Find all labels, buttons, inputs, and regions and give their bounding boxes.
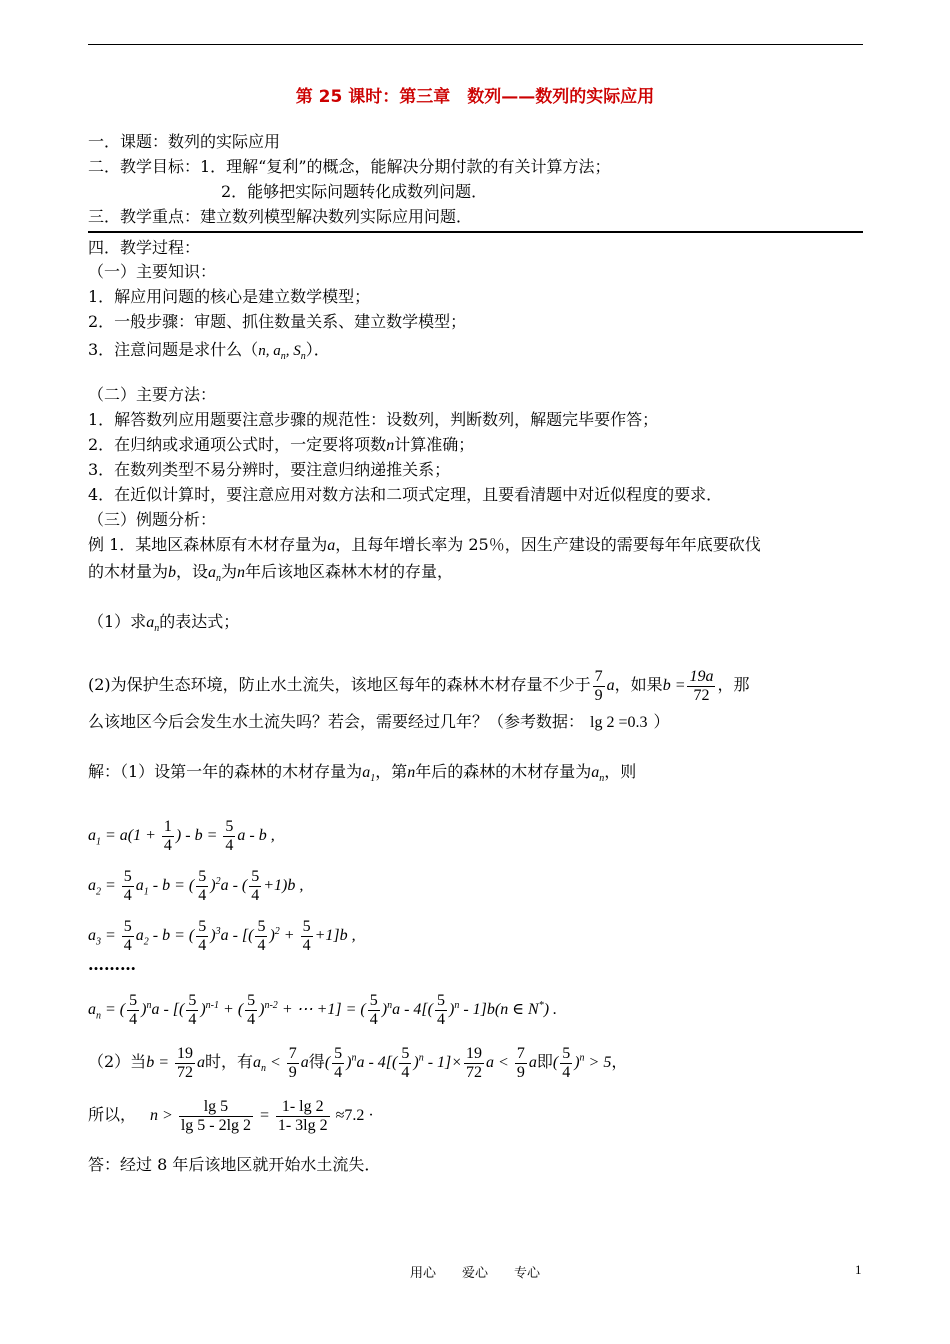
page-title: 第 25 课时：第三章 数列——数列的实际应用 [295, 87, 655, 107]
goal-line-1: 二．教学目标：1．理解“复利”的概念，能解决分期付款的有关计算方法； [88, 157, 611, 176]
knowledge-2: 2．一般步骤：审题、抓住数量关系、建立数学模型； [88, 312, 467, 331]
example-line-2: 的木材量为b，设$a_n$为n年后该地区森林木材的存量， [88, 562, 454, 585]
method-heading: （二）主要方法： [88, 385, 217, 404]
solution-conclusion: 所以， n > $\frac{\lg 5}{\lg 5 - 2\lg 2}$ = $\frac{1- \lg 2}{1- 3\lg 2}$ ≈7.2 · [88, 1098, 374, 1134]
focus-line: 三．教学重点：建立数列模型解决数列实际应用问题． [88, 207, 473, 226]
footer-text: 用心 爱心 专心 [409, 1266, 540, 1281]
ellipsis: ……… [88, 955, 136, 974]
example-line-1: 例 1．某地区森林原有木材存量为a，且每年增长率为 25％，因生产建设的需要每年年底要砍伐 [88, 535, 761, 554]
formula-an: $a_n$ = ( $\frac{5}{4}$ )$^n$a - [( $\frac{5}{4}$ )$^{n-1}$ + ( $\frac{5}{4}$ )$^{n-2}$ + ⋯ +1] = ( $\frac{5}{4}$ )$^n$a - 4[( $\frac{5}{4}$ )$^n$ - 1]b(n ∈ N*) . [88, 992, 558, 1028]
method-4: 4．在近似计算时，要注意应用对数方法和二项式定理，且要看清题中对近似程度的要求． [88, 485, 723, 504]
goal-line-2: 2．能够把实际问题转化成数列问题． [221, 182, 488, 201]
formula-a1: $a_1 = a(1$ + $\frac{1}{4}$ ) - b = $\frac{5}{4}$ a - b , [88, 818, 275, 854]
method-1: 1．解答数列应用题要注意步骤的规范性：设数列，判断数列，解题完毕要作答； [88, 410, 659, 429]
knowledge-3: 3．注意问题是求什么（n, $a_n$, $S_n$）． [88, 340, 330, 362]
page-number: 1 [855, 1262, 862, 1277]
solution-part-2: （2）当b = $\frac{19}{72}$ a时，有$a_n$ < $\frac{7}{9}$ a得( $\frac{5}{4}$ )$^n$a - 4[( $\frac{5}{4}$ )$^n$ - 1]× $\frac{19}{72}$ a < $\frac{7}{9}$ a即( $\frac{5}{4}$ )$^n$ > 5， [88, 1045, 628, 1081]
answer-line: 答：经过 8 年后该地区就开始水土流失． [88, 1155, 381, 1174]
question-2-line-2: 么该地区今后会发生水土流失吗？若会，需要经过几年？（参考数据： lg 2 =0.3 ） [88, 712, 670, 731]
example-heading: （三）例题分析： [88, 510, 217, 529]
header-rule [88, 44, 863, 45]
knowledge-1: 1．解应用问题的核心是建立数学模型； [88, 287, 371, 306]
method-2: 2．在归纳或求通项公式时，一定要将项数n计算准确； [88, 435, 475, 454]
process-heading: 四．教学过程： [88, 238, 201, 257]
question-1: （1）求$a_n$的表达式； [88, 612, 240, 635]
question-2-line-1: (2)为保护生态环境，防止水土流失，该地区每年的森林木材存量不少于 $\frac{7}{9}$ a，如果b = $\frac{19a}{72}$ ，那 [88, 668, 750, 704]
formula-a3: $a_3$ = $\frac{5}{4}$ $a_2$ - b = ( $\frac{5}{4}$ )$^3$a - [( $\frac{5}{4}$ )$^2$ + $\frac{5}{4}$ +1]b , [88, 918, 356, 954]
section-rule [88, 231, 863, 233]
topic-line: 一．课题：数列的实际应用 [88, 132, 281, 151]
knowledge-heading: （一）主要知识： [88, 262, 217, 281]
method-3: 3．在数列类型不易分辨时，要注意归纳递推关系； [88, 460, 451, 479]
solution-line-1: 解：（1）设第一年的森林的木材存量为$a_1$，第n年后的森林的木材存量为$a_n$，则 [88, 762, 637, 785]
formula-a2: $a_2$ = $\frac{5}{4}$ $a_1$ - b = ( $\frac{5}{4}$ )$^2$a - ( $\frac{5}{4}$ +1)b , [88, 868, 304, 904]
